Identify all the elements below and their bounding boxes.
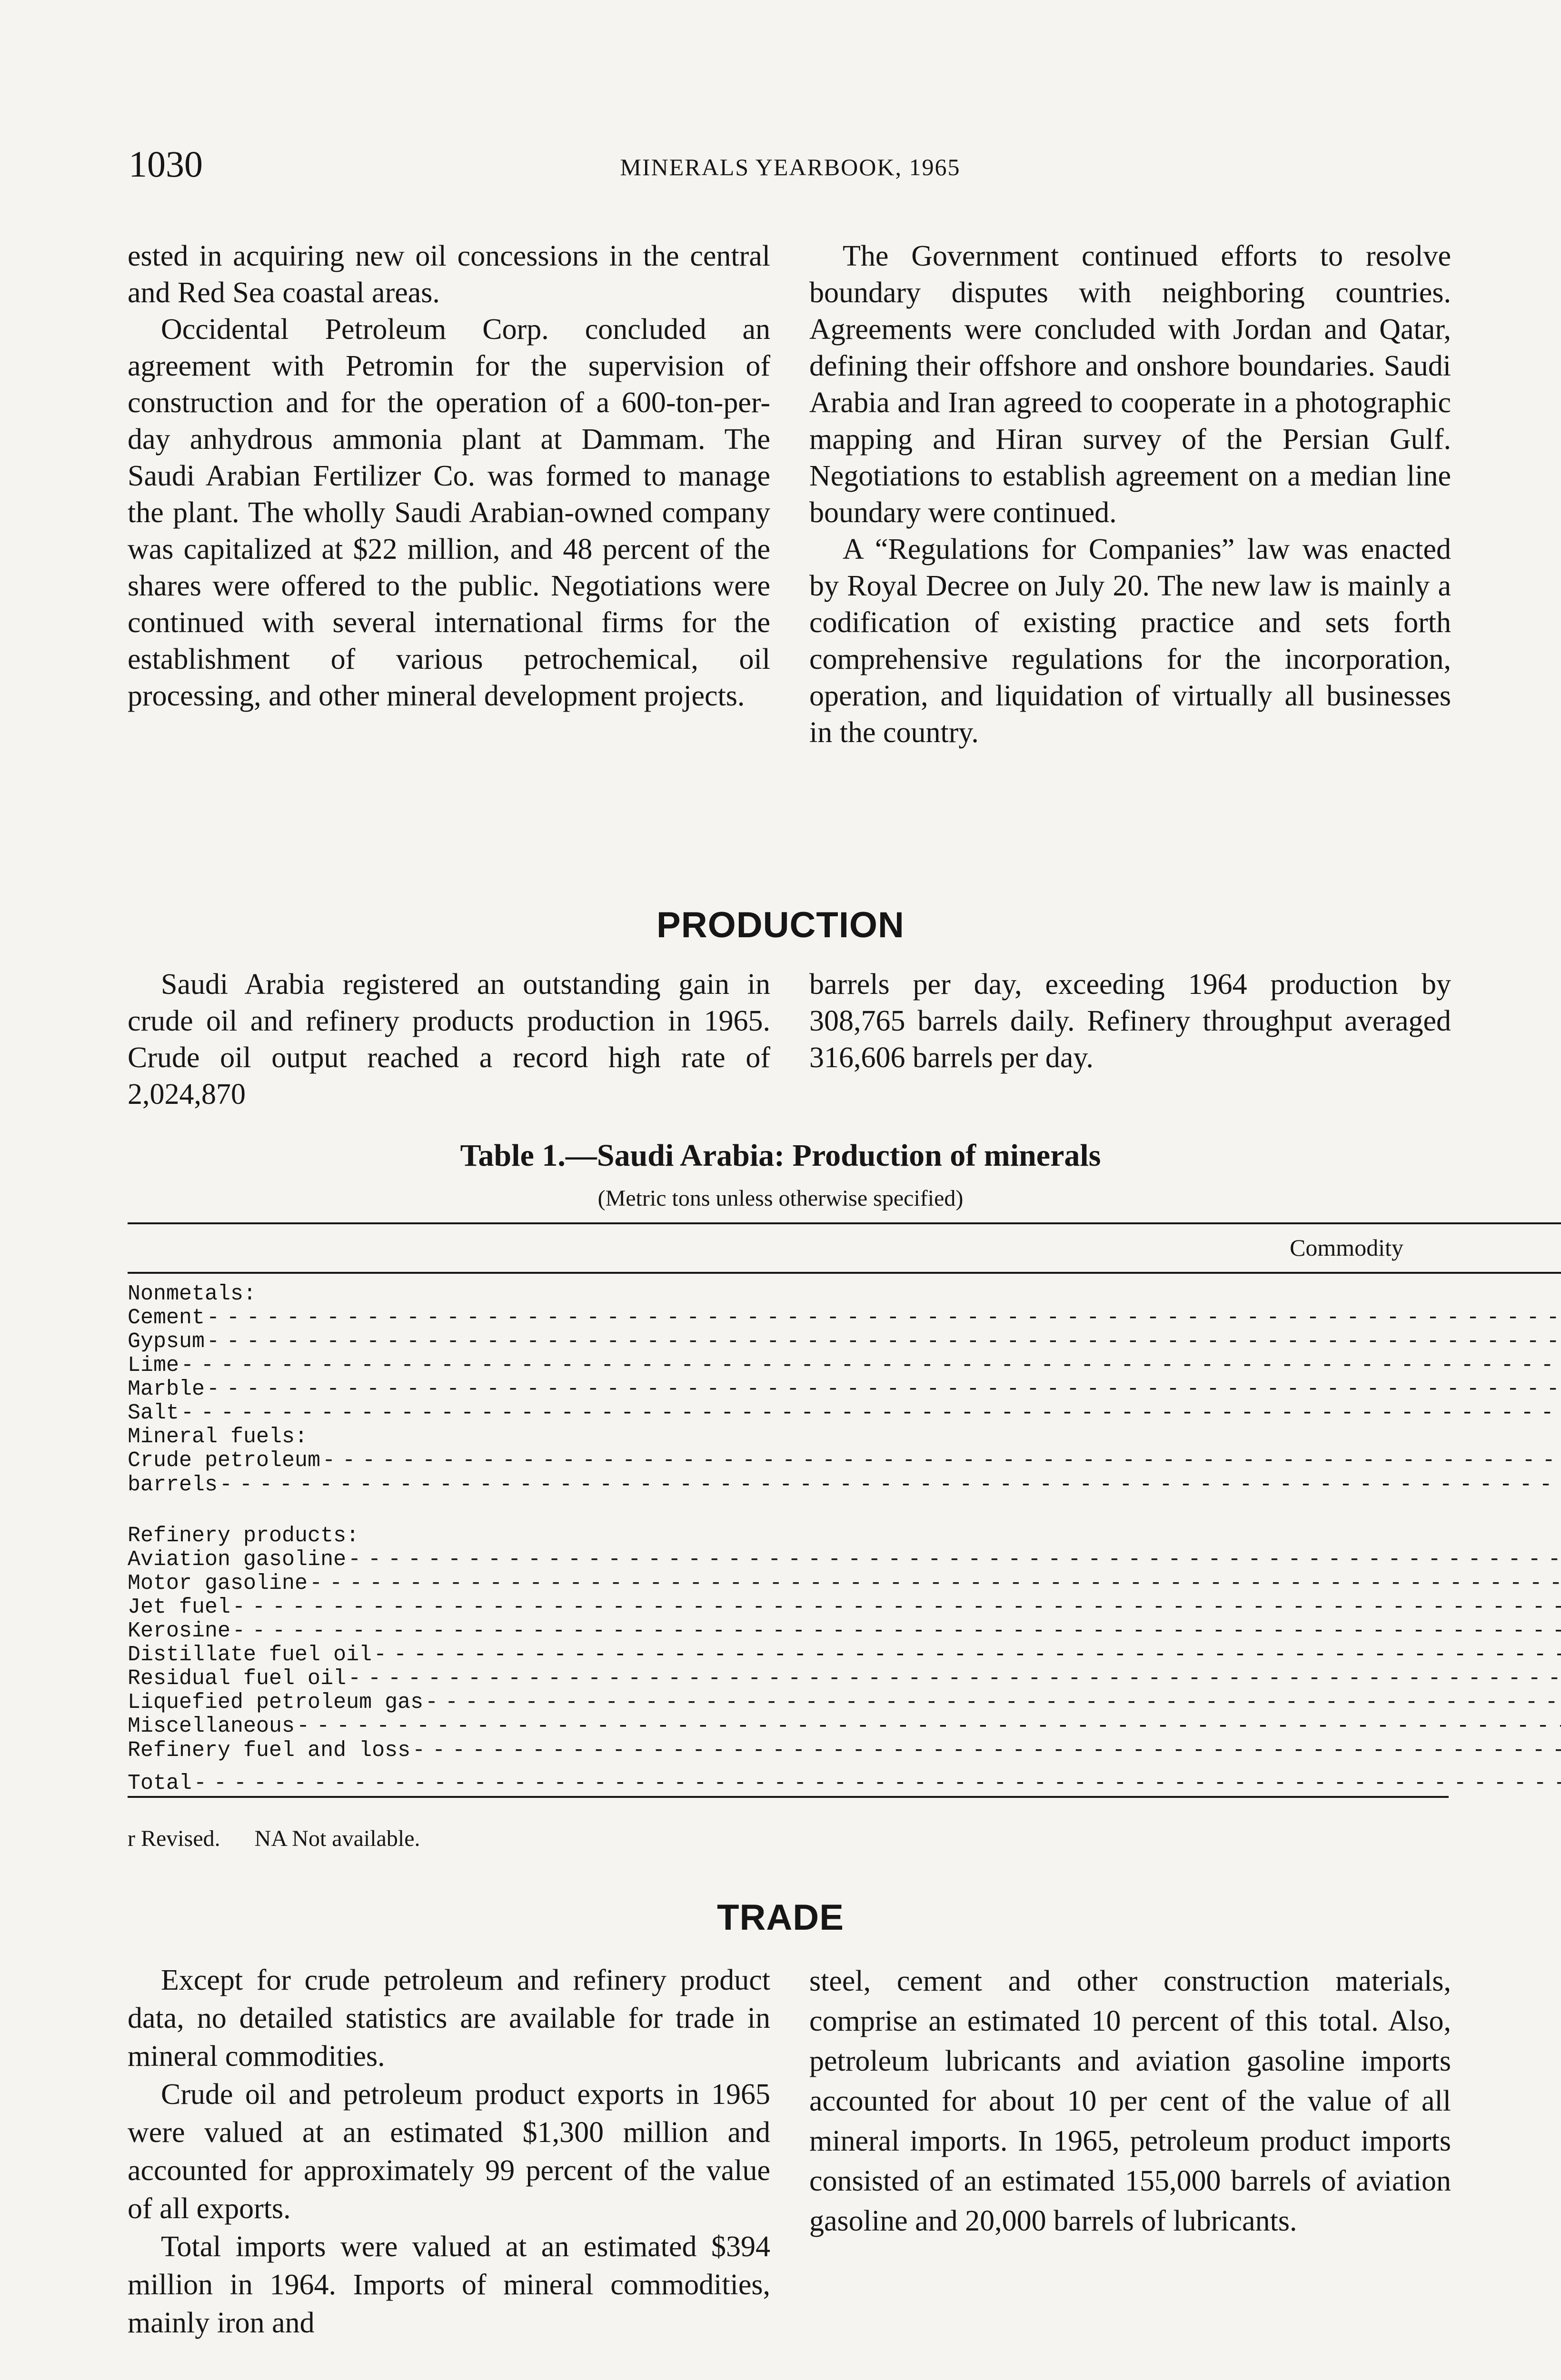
table-title: Table 1.—Saudi Arabia: Production of minerals <box>460 1138 1101 1173</box>
trade-left-column <box>128 1961 770 2342</box>
row-label-text: Motor gasoline <box>128 1572 308 1596</box>
table-row <box>128 1378 1561 1401</box>
row-label <box>128 1667 1561 1691</box>
production-right-paragraph: barrels per day, exceeding 1964 production by 308,765 barrels daily. Refinery throughput averaged 316,606 barrels per day. <box>809 968 1451 1074</box>
row-label-text: Marble <box>128 1378 205 1401</box>
group-mineral-fuels: Mineral fuels: <box>128 1425 308 1449</box>
row-label-text: Jet fuel <box>128 1596 231 1619</box>
page-number: 1030 <box>129 143 203 185</box>
row-label-text: Distillate fuel oil <box>128 1643 372 1667</box>
intro-left-paragraph-1: ested in acquiring new oil concessions in the central and Red Sea coastal areas. <box>128 240 770 309</box>
production-left-paragraph: Saudi Arabia registered an outstanding gain in crude oil and refinery products production in 1965. Crude oil output reached a record high rate of 2,024,870 <box>128 968 770 1111</box>
row-label-text: Liquefied petroleum gas <box>128 1691 424 1715</box>
row-label-text: Kerosine <box>128 1619 231 1643</box>
table-row <box>128 1330 1561 1354</box>
row-label <box>128 1378 1561 1401</box>
row-label-text: Aviation gasoline <box>128 1548 347 1572</box>
row-label <box>128 1691 1561 1715</box>
row-label-text: Cement <box>128 1306 205 1330</box>
table-row <box>128 1643 1561 1667</box>
group-refinery-products: Refinery products: <box>128 1524 359 1548</box>
header-commodity: Commodity <box>128 1223 1561 1273</box>
trade-left-paragraph-1: Except for crude petroleum and refinery product data, no detailed statistics are available for trade in mineral commodities. <box>128 1964 770 2073</box>
row-label-text: Refinery fuel and loss <box>128 1738 411 1763</box>
production-table <box>128 1222 1561 1796</box>
row-label-text: Crude petroleum <box>128 1449 321 1473</box>
row-label <box>128 1548 1561 1572</box>
row-label-text: Salt <box>128 1401 179 1425</box>
table-row <box>128 1401 1561 1425</box>
table-row <box>128 1572 1561 1596</box>
row-label <box>128 1715 1561 1738</box>
trade-right-paragraph: steel, cement and other construction materials, comprise an estimated 10 percent of this total. Also, petroleum lubricants and aviation gasoline imports accounted for about 10 per cent of the value of all mineral imports. In 1965, petroleum product imports consisted of an estimated 155,000 barrels of aviation gasoline and 20,000 barrels of lubricants. <box>809 1965 1451 2237</box>
production-left-column <box>128 966 770 1113</box>
intro-left-column <box>128 238 770 714</box>
row-label-text: Total <box>128 1771 192 1796</box>
table-row <box>128 1306 1561 1330</box>
row-label <box>128 1401 1561 1425</box>
row-label <box>128 1306 1561 1330</box>
trade-right-column <box>809 1961 1451 2241</box>
intro-right-paragraph-2: A “Regulations for Companies” law was enacted by Royal Decree on July 20. The new law is mainly a codification of existing practice and sets forth comprehensive regulations for the incorporation, operation, and liquidation of virtually all businesses in the country. <box>809 533 1451 749</box>
row-label-text: Miscellaneous <box>128 1715 295 1738</box>
table-group-row <box>128 1273 1561 1306</box>
table-group-row <box>128 1425 1561 1449</box>
group-nonmetals: Nonmetals: <box>128 1282 257 1306</box>
table-row <box>128 1473 1561 1497</box>
row-label <box>128 1354 1561 1378</box>
row-label-text: barrels <box>128 1473 218 1497</box>
table-bottom-rule <box>128 1796 1449 1798</box>
row-label-text: Gypsum <box>128 1330 205 1354</box>
journal-title: MINERALS YEARBOOK, 1965 <box>620 154 961 180</box>
row-label <box>128 1619 1561 1643</box>
production-right-column <box>809 966 1451 1076</box>
table-row <box>128 1619 1561 1643</box>
table-row <box>128 1691 1561 1715</box>
table-group-row <box>128 1497 1561 1548</box>
table-total-row <box>128 1763 1561 1796</box>
row-label <box>128 1643 1561 1667</box>
row-label <box>128 1473 1561 1497</box>
table-subtitle: (Metric tons unless otherwise specified) <box>597 1186 964 1211</box>
table-row <box>128 1449 1561 1473</box>
table-footnotes <box>128 1825 449 1852</box>
row-label <box>128 1738 1561 1763</box>
table-row <box>128 1548 1561 1572</box>
table-row <box>128 1715 1561 1738</box>
table-header-row <box>128 1223 1561 1273</box>
production-table-container <box>128 1222 1449 1798</box>
table-row <box>128 1667 1561 1691</box>
row-label <box>128 1449 1561 1473</box>
row-label-text: Residual fuel oil <box>128 1667 347 1691</box>
row-label <box>128 1763 1561 1796</box>
row-label <box>128 1572 1561 1596</box>
trade-left-paragraph-3: Total imports were valued at an estimated $394 million in 1964. Imports of mineral commodities, mainly iron and <box>128 2231 770 2339</box>
table-row <box>128 1354 1561 1378</box>
row-label <box>128 1330 1561 1354</box>
trade-left-paragraph-2: Crude oil and petroleum product exports in 1965 were valued at an estimated $1,300 million and accounted for approximately 99 percent of the value of all exports. <box>128 2078 770 2225</box>
table-row <box>128 1738 1561 1763</box>
footnote-not-available: NA Not available. <box>254 1826 420 1851</box>
row-label-text: Lime <box>128 1354 179 1378</box>
table-row <box>128 1596 1561 1619</box>
intro-left-paragraph-2: Occidental Petroleum Corp. concluded an agreement with Petromin for the supervision of construction and for the operation of a 600-ton-per-day anhydrous ammonia plant at Dammam. The Saudi Arabian Fertilizer Co. was formed to manage the plant. The wholly Saudi Arabian-owned company was capitalized at $22 million, and 48 percent of the shares were offered to the public. Negotiations were continued with several international firms for the establishment of various petrochemical, oil processing, and other mineral development projects. <box>128 313 770 712</box>
production-heading: PRODUCTION <box>656 905 905 945</box>
footnote-revised: r Revised. <box>128 1826 220 1851</box>
trade-heading: TRADE <box>717 1897 844 1938</box>
row-label <box>128 1596 1561 1619</box>
intro-right-paragraph-1: The Government continued efforts to resolve boundary disputes with neighboring countries. Agreements were concluded with Jordan and Qatar, defining their offshore and onshore boundaries. Saudi Arabia and Iran agreed to cooperate in a photographic mapping and Hiran survey of the Persian Gulf. Negotiations to establish agreement on a median line boundary were continued. <box>809 240 1451 529</box>
running-head <box>129 143 1452 195</box>
intro-right-column <box>809 238 1451 751</box>
